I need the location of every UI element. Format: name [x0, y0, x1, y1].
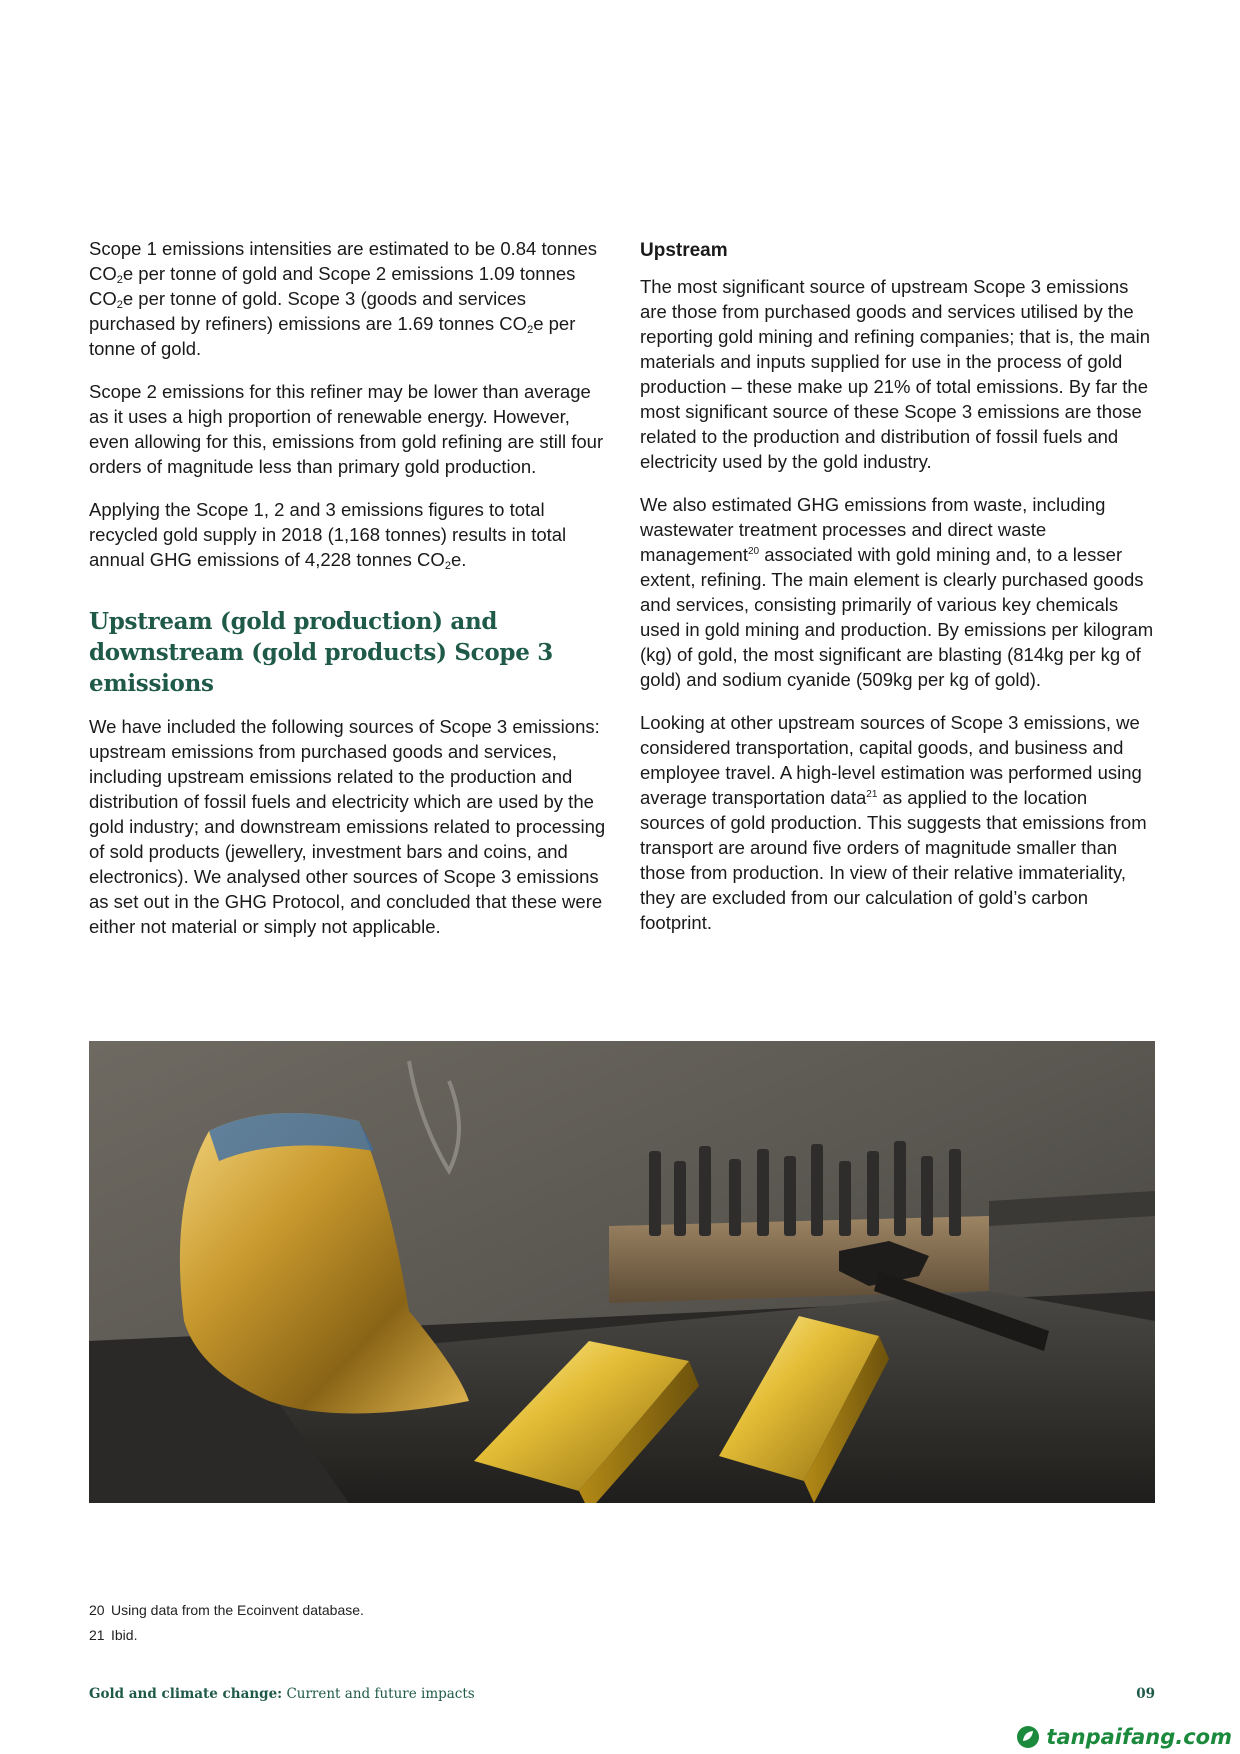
watermark-text: tanpaifang.com — [1046, 1725, 1232, 1749]
footnote-20: 20 Using data from the Ecoinvent database. — [89, 1602, 364, 1618]
paragraph-scope2-refiner: Scope 2 emissions for this refiner may be lower than average as it uses a high proportion of renewable energy. However, even allowing for this, emissions from gold refining are still four orders of magnitude less than primary gold production. — [89, 381, 604, 477]
paragraph-scope3-sources: We have included the following sources of Scope 3 emissions: upstream emissions from purchased goods and services, including upstream emissions related to the production and distribution of fossil fuels and electricity which are used by the gold industry; and downstream emissions related to processing of sold products (jewellery, investment bars and coins, and electronics). We analysed other sources of Scope 3 emissions as set out in the GHG Protocol, and concluded that these were either not material or simply not applicable. — [89, 716, 606, 937]
right-column — [640, 236, 1155, 953]
paragraph-upstream-goods: The most significant source of upstream Scope 3 emissions are those from purchased goods and services utilised by the reporting gold mining and refining companies; that is, the main materials and inputs supplied for use in the process of gold production – these make up 21% of total emissions. By far the most significant source of these Scope 3 emissions are those related to the production and distribution of fossil fuels and electricity used by the gold industry. — [640, 276, 1151, 472]
paragraph-recycled-gold: Applying the Scope 1, 2 and 3 emissions figures to total recycled gold supply in 2018 (1,168 tonnes) results in total annual GHG emissions of 4,228 tonnes $CO_2e$. — [89, 499, 567, 572]
footnote-ref-20[interactable]: 20 — [747, 546, 760, 557]
paragraph-transport-emissions: Looking at other upstream sources of Scope 3 emissions, we considered transportation, capital goods, and business and employee travel. A high-level estimation was performed using average transportation data$^{21}$ as applied to the location sources of gold production. This suggests that emissions from transport are around five orders of magnitude smaller than those from production. In view of their relative immateriality, they are excluded from our calculation of gold’s carbon footprint. — [640, 712, 1147, 933]
section-heading: Upstream (gold production) and downstream (gold products) Scope 3 emissions — [89, 608, 553, 697]
footer-title-rest: Current and future impacts — [282, 1686, 475, 1702]
upstream-subheading: Upstream — [640, 240, 728, 261]
page-footer — [89, 1686, 1155, 1702]
leaf-logo-icon — [1016, 1725, 1040, 1749]
gold-bars-workbench-photo — [89, 1041, 1155, 1503]
watermark-logo — [1016, 1725, 1232, 1749]
footnote-ref-21[interactable]: 21 — [866, 789, 878, 800]
paragraph-scope-intensities: Scope 1 emissions intensities are estimated to be 0.84 tonnes $CO_2e$ per tonne of gold and Scope 2 emissions 1.09 tonnes $CO_2e$ per tonne of gold. Scope 3 (goods and services purchased by refiners) emissions are 1.69 tonnes $CO_2e$ per tonne of gold. — [89, 238, 598, 359]
footer-title-bold: Gold and climate change: — [89, 1686, 283, 1702]
left-column — [89, 236, 609, 957]
paragraph-waste-emissions: We also estimated GHG emissions from waste, including wastewater treatment processes and direct waste management$^{20}$ associated with gold mining and, to a lesser extent, refining. The main element is clearly purchased goods and services, consisting primarily of various key chemicals used in gold mining and production. By emissions per kilogram (kg) of gold, the most significant are blasting (814kg per kg of gold) and sodium cyanide (509kg per kg of gold). — [640, 494, 1154, 690]
page-number: 09 — [1136, 1686, 1155, 1702]
footnote-21: 21 Ibid. — [89, 1627, 138, 1643]
footnotes — [89, 1598, 364, 1648]
